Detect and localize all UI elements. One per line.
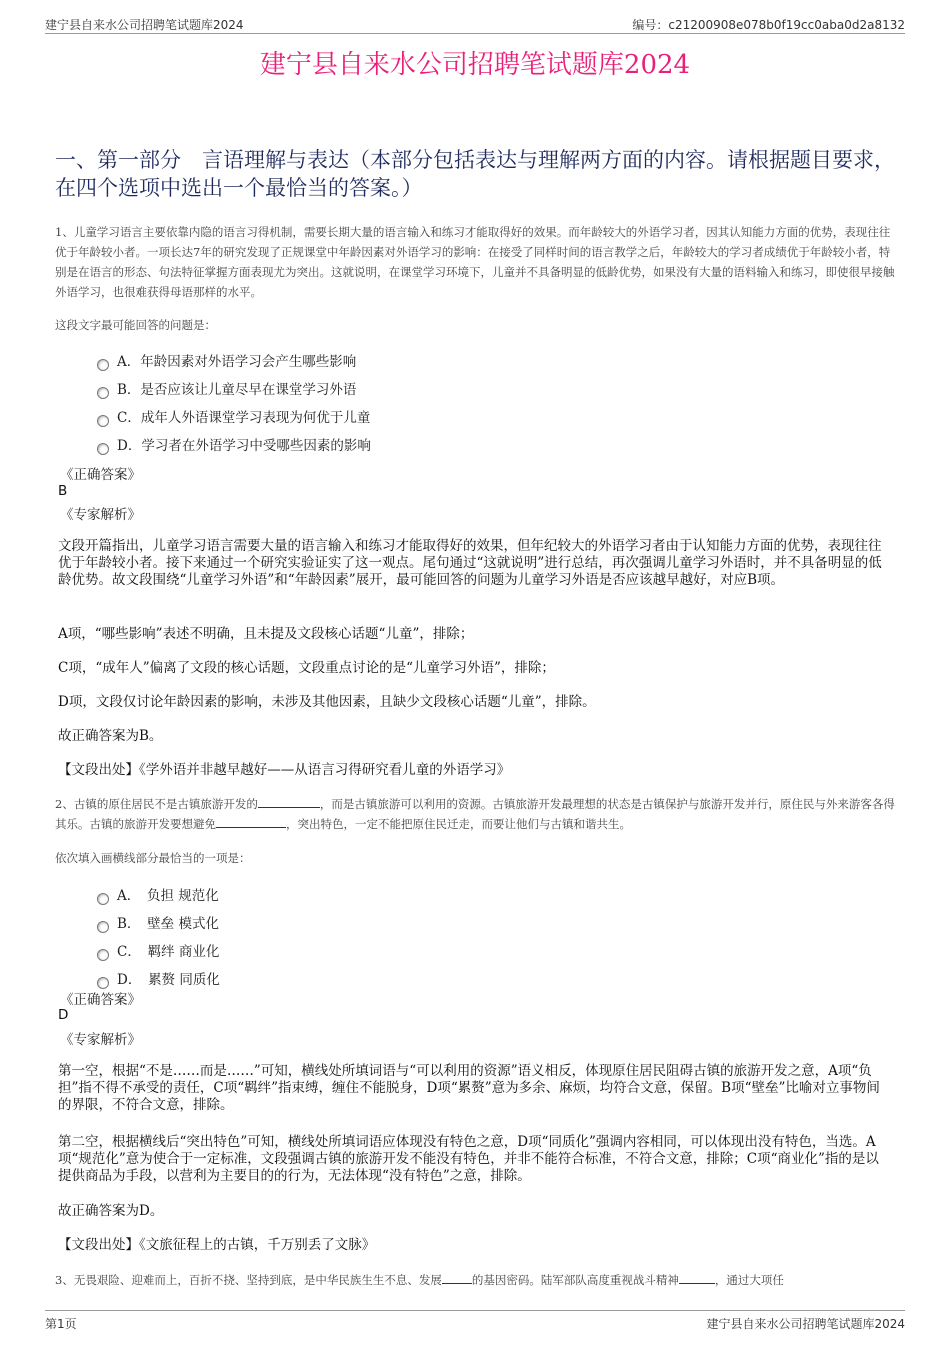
- question-2-prompt: 依次填入画横线部分最恰当的一项是：: [55, 851, 251, 865]
- section-heading: 一、第一部分 言语理解与表达（本部分包括表达与理解两方面的内容。请根据题目要求，在四个选项中选出一个最恰当的答案。）: [55, 148, 895, 200]
- header-left: 建宁县自来水公司招聘笔试题库2024: [45, 18, 244, 32]
- q1-analysis-3: C项，“成年人”偏离了文段的核心话题，文段重点讨论的是“儿童学习外语”，排除；: [58, 660, 555, 676]
- q1-analysis-label: 《专家解析》: [60, 507, 141, 523]
- q2-analysis-3: 故正确答案为D。: [58, 1203, 164, 1219]
- header-right: 编号：c21200908e078b0f19cc0aba0d2a8132: [632, 18, 905, 32]
- radio-icon[interactable]: [97, 443, 109, 455]
- q1-answer: B: [58, 483, 68, 499]
- q2-source: 【文段出处】《文旅征程上的古镇，千万别丢了文脉》: [58, 1237, 376, 1253]
- fill-blank-1: [258, 795, 320, 808]
- q2-analysis-1: 第一空，根据“不是……而是……”可知，横线处所填词语与“可以利用的资源”语义相反，体现原住居民阻碍古镇的旅游开发之意，A项“负担”指不得不承受的责任，C项“羁绊”指束缚，缠住不能脱身，D项“累赘”意为多余、麻烦，均符合文意，保留。B项“壁垒”比喻对立事物间的界限，不符合文意，排除。: [58, 1063, 880, 1113]
- q1-analysis-5: 故正确答案为B。: [58, 728, 163, 744]
- radio-icon[interactable]: [97, 977, 109, 989]
- q1-analysis-1: 文段开篇指出，儿童学习语言需要大量的语言输入和练习才能取得好的效果，但年纪较大的外语学习者由于认知能力方面的优势，表现往往优于年龄较小者。接下来通过一个研究实验证实了这一观点。尾句通过“这就说明”进行总结，再次强调儿童学习外语时，并不具备明显的低龄优势。故文段围绕“儿童学习外语”和“年龄因素”展开，最可能回答的问题为儿童学习外语是否应该越早越好，对应B项。: [58, 538, 882, 588]
- header-divider: [45, 33, 905, 34]
- question-2-text: 2、古镇的原住居民不是古镇旅游开发的 ，而是古镇旅游可以利用的资源。古镇旅游开发最理想的状态是古镇保护与旅游开发并行，原住民与外来游客各得其乐。古镇的旅游开发要想避免 ，突出特色，一定不能把原住民迁走，而要让他们与古镇和谐共生。: [55, 797, 895, 831]
- q2-option-c[interactable]: C． 羁绊 商业化: [97, 940, 219, 960]
- radio-icon[interactable]: [97, 949, 109, 961]
- q1-option-a[interactable]: A．年龄因素对外语学习会产生哪些影响: [97, 350, 356, 370]
- footer-title: 建宁县自来水公司招聘笔试题库2024: [706, 1317, 905, 1331]
- fill-blank-3: [442, 1271, 472, 1284]
- question-3-text: 3、无畏艰险、迎难而上，百折不挠、坚持到底，是中华民族生生不息、发展 的基因密码。陆军部队高度重视战斗精神 ，通过大项任: [55, 1273, 784, 1287]
- q2-option-b[interactable]: B． 壁垒 模式化: [97, 912, 219, 932]
- q2-analysis-label: 《专家解析》: [60, 1032, 141, 1048]
- q1-option-b[interactable]: B．是否应该让儿童尽早在课堂学习外语: [97, 378, 356, 398]
- question-1-prompt: 这段文字最可能回答的问题是：: [55, 318, 216, 332]
- q2-answer-label: 《正确答案》: [60, 992, 141, 1008]
- fill-blank-4: [679, 1271, 715, 1284]
- radio-icon[interactable]: [97, 415, 109, 427]
- q1-option-c[interactable]: C．成年人外语课堂学习表现为何优于儿童: [97, 406, 370, 426]
- radio-icon[interactable]: [97, 387, 109, 399]
- q2-answer: D: [58, 1007, 69, 1023]
- radio-icon[interactable]: [97, 893, 109, 905]
- fill-blank-2: [216, 815, 286, 828]
- page-number: 第1页: [45, 1317, 77, 1331]
- q1-answer-label: 《正确答案》: [60, 467, 141, 483]
- question-1-text: 1、儿童学习语言主要依靠内隐的语言习得机制，需要长期大量的语言输入和练习才能取得好的效果。而年龄较大的外语学习者，因其认知能力方面的优势，表现往往优于年龄较小者。一项长达7年的研究发现了正规课堂中年龄因素对外语学习的影响：在接受了同样时间的语言教学之后，年龄较大的学习者成绩优于年龄较小者，特别是在语言的形态、句法特征掌握方面表现尤为突出。这就说明，在课堂学习环境下，儿童并不具备明显的低龄优势，如果没有大量的语料输入和练习，即使很早接触外语学习，也很难获得母语那样的水平。: [55, 225, 895, 299]
- footer-divider: [45, 1310, 905, 1311]
- q1-analysis-2: A项，“哪些影响”表述不明确，且未提及文段核心话题“儿童”，排除；: [58, 626, 474, 642]
- q1-option-d[interactable]: D．学习者在外语学习中受哪些因素的影响: [97, 434, 371, 454]
- q2-option-a[interactable]: A． 负担 规范化: [97, 884, 219, 904]
- page-header: [45, 14, 905, 34]
- radio-icon[interactable]: [97, 359, 109, 371]
- q1-analysis-4: D项，文段仅讨论年龄因素的影响，未涉及其他因素，且缺少文段核心话题“儿童”，排除。: [58, 694, 596, 710]
- q2-analysis-2: 第二空，根据横线后“突出特色”可知，横线处所填词语应体现没有特色之意，D项“同质化”强调内容相同，可以体现出没有特色，当选。A项“规范化”意为使合于一定标准，文段强调古镇的旅游开发不能没有特色，并非不能符合标准，不符合文意，排除；C项“商业化”指的是以提供商品为手段，以营利为主要目的的行为，无法体现“没有特色”之意，排除。: [58, 1134, 879, 1184]
- page-title: 建宁县自来水公司招聘笔试题库2024: [259, 50, 691, 80]
- q2-option-d[interactable]: D． 累赘 同质化: [97, 968, 220, 988]
- q1-source: 【文段出处】《学外语并非越早越好——从语言习得研究看儿童的外语学习》: [58, 762, 511, 778]
- radio-icon[interactable]: [97, 921, 109, 933]
